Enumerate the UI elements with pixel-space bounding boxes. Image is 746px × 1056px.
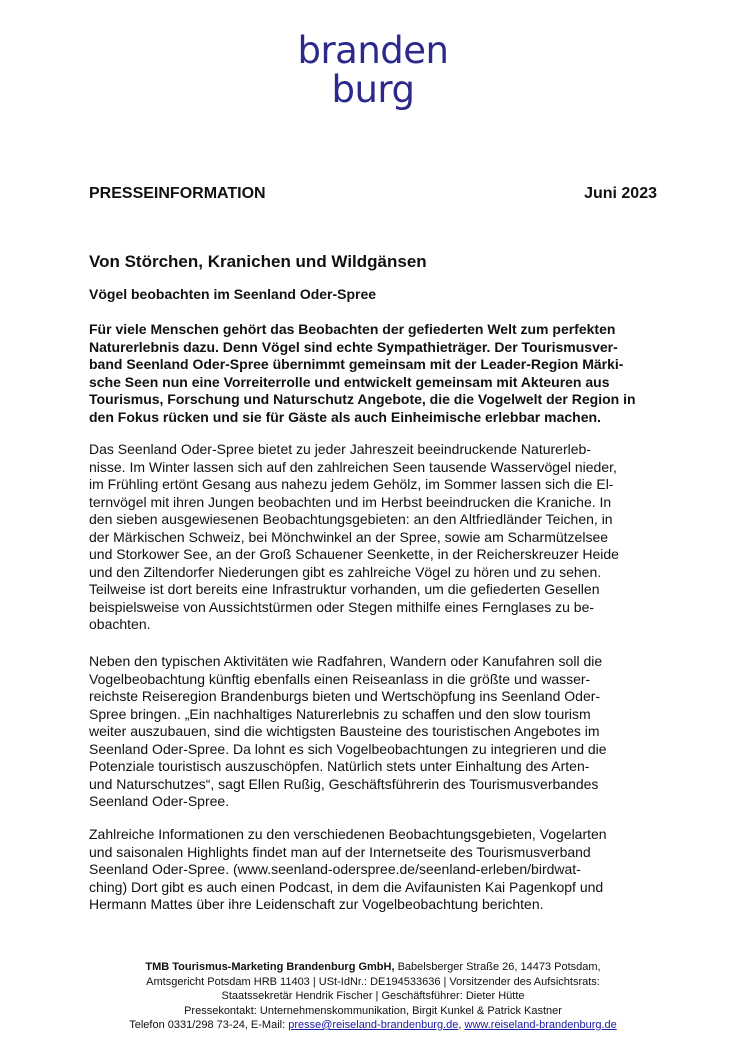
document-header (89, 185, 657, 203)
text-line: Für viele Menschen gehört das Beobachten der gefiederten Welt zum perfekten (89, 321, 616, 337)
text-line: der Märkischen Schweiz, bei Mönchwinkel an der Spree, sowie am Scharmützelsee (89, 528, 609, 545)
logo-line-1: branden (297, 29, 449, 72)
text-line: obachten. (89, 616, 151, 632)
body-paragraph-2 (89, 441, 669, 634)
text-line: nisse. Im Winter lassen sich auf den zahlreichen Seen tausende Wasservögel nieder, (89, 458, 617, 475)
text-line: im Frühling ertönt Gesang aus nahezu jedem Gehölz, im Sommer lassen sich die El- (89, 476, 614, 492)
footer-line-4: Pressekontakt: Unternehmenskommunikation, Birgit Kunkel & Patrick Kastner (184, 1004, 562, 1017)
text-line: Teilweise ist dort bereits eine Infrastruktur vorhanden, um die gefiederten Gesellen (89, 581, 600, 597)
text-line: Seenland Oder-Spree. (89, 793, 230, 809)
footer-line-2: Amtsgericht Potsdam HRB 11403 | USt-IdNr.: DE194533636 | Vorsitzender des Aufsichtsrats: (146, 975, 600, 988)
text-line: und den Ziltendorfer Niederungen gibt es zahlreiche Vögel zu hören und zu sehen. (89, 563, 602, 580)
footer-phone: Telefon 0331/298 73-24, E-Mail: (129, 1019, 289, 1031)
text-line: Zahlreiche Informationen zu den verschiedenen Beobachtungsgebieten, Vogelarten (89, 826, 607, 842)
text-line: ternvögel mit ihren Jungen beobachten und im Herbst beeindrucken die Kraniche. In (89, 493, 612, 510)
text-line: Naturerlebnis dazu. Denn Vögel sind echte Sympathieträger. Der Tourismusver- (89, 338, 618, 355)
footer-line-3: Staatssekretär Hendrik Fischer | Geschäftsführer: Dieter Hütte (221, 990, 525, 1002)
text-line: Das Seenland Oder-Spree bietet zu jeder Jahreszeit beeindruckende Naturerleb- (89, 441, 591, 457)
text-line: ching) Dort gibt es auch einen Podcast, in dem die Avifaunisten Kai Pagenkopf und (89, 878, 604, 895)
brandenburg-logo (0, 29, 746, 111)
footer-company: TMB Tourismus-Marketing Brandenburg GmbH, (145, 961, 395, 973)
logo-line-2: burg (331, 68, 415, 111)
text-line: den Fokus rücken und sie für Gäste als auch Einheimische erlebbar machen. (89, 408, 601, 425)
footer-imprint (0, 960, 746, 1033)
text-line: weiter auszubauen, sind die wichtigsten Bausteine des touristischen Angebotes im (89, 723, 600, 739)
text-line: den sieben ausgewiesenen Beobachtungsgebieten: an den Altfriedländer Teichen, in (89, 511, 613, 527)
press-label: PRESSEINFORMATION (89, 185, 266, 202)
text-line: Hermann Mattes über ihre Leidenschaft zur Vogelbeobachtung berichten. (89, 896, 544, 912)
press-date: Juni 2023 (584, 185, 657, 202)
text-line: Seenland Oder-Spree. Da lohnt es sich Vogelbeobachtungen zu integrieren und die (89, 740, 607, 757)
text-line: Potenziale touristisch auszuschöpfen. Natürlich stets unter Einhaltung des Arten- (89, 758, 590, 774)
lead-paragraph (89, 321, 669, 426)
text-line: beispielsweise von Aussichtstürmen oder Stegen mithilfe eines Fernglases zu be- (89, 598, 595, 615)
text-line: band Seenland Oder-Spree übernimmt gemeinsam mit der Leader-Region Märki- (89, 356, 624, 372)
text-line: reichste Reiseregion Brandenburgs bieten und Wertschöpfung ins Seenland Oder- (89, 688, 601, 704)
footer-line-1 (0, 960, 746, 975)
text-line: Neben den typischen Aktivitäten wie Radfahren, Wandern oder Kanufahren soll die (89, 653, 603, 669)
text-line: und Storkower See, an der Groß Schauener Seenkette, in der Reicherskreuzer Heide (89, 546, 619, 562)
body-paragraph-4 (89, 826, 669, 914)
text-line: und Naturschutzes“, sagt Ellen Rußig, Geschäftsführerin des Tourismusverbandes (89, 775, 599, 792)
text-line: und saisonalen Highlights findet man auf der Internetseite des Tourismusverband (89, 843, 591, 860)
page-title: Von Störchen, Kranichen und Wildgänsen (89, 252, 427, 271)
footer-line-5 (0, 1018, 746, 1033)
text-line: Spree bringen. „Ein nachhaltiges Naturerlebnis zu schaffen und den slow tourism (89, 705, 591, 722)
text-line: Seenland Oder-Spree. (www.seenland-oderspree.de/seenland-erleben/birdwat- (89, 861, 581, 877)
footer-separator: , (458, 1019, 465, 1031)
website-link[interactable]: www.reiseland-brandenburg.de (464, 1019, 617, 1031)
text-line: Vogelbeobachtung künftig ebenfalls einen Reiseanlass in die größte und wasser- (89, 670, 591, 687)
text-line: sche Seen nun eine Vorreiterrolle und entwickelt gemeinsam mit Akteuren aus (89, 373, 610, 390)
page-subtitle: Vögel beobachten im Seenland Oder-Spree (89, 286, 377, 302)
footer-address: Babelsberger Straße 26, 14473 Potsdam, (394, 961, 601, 973)
body-paragraph-3 (89, 653, 669, 811)
text-line: Tourismus, Forschung und Naturschutz Angebote, die die Vogelwelt der Region in (89, 391, 636, 407)
email-link[interactable]: presse@reiseland-brandenburg.de (288, 1019, 459, 1031)
